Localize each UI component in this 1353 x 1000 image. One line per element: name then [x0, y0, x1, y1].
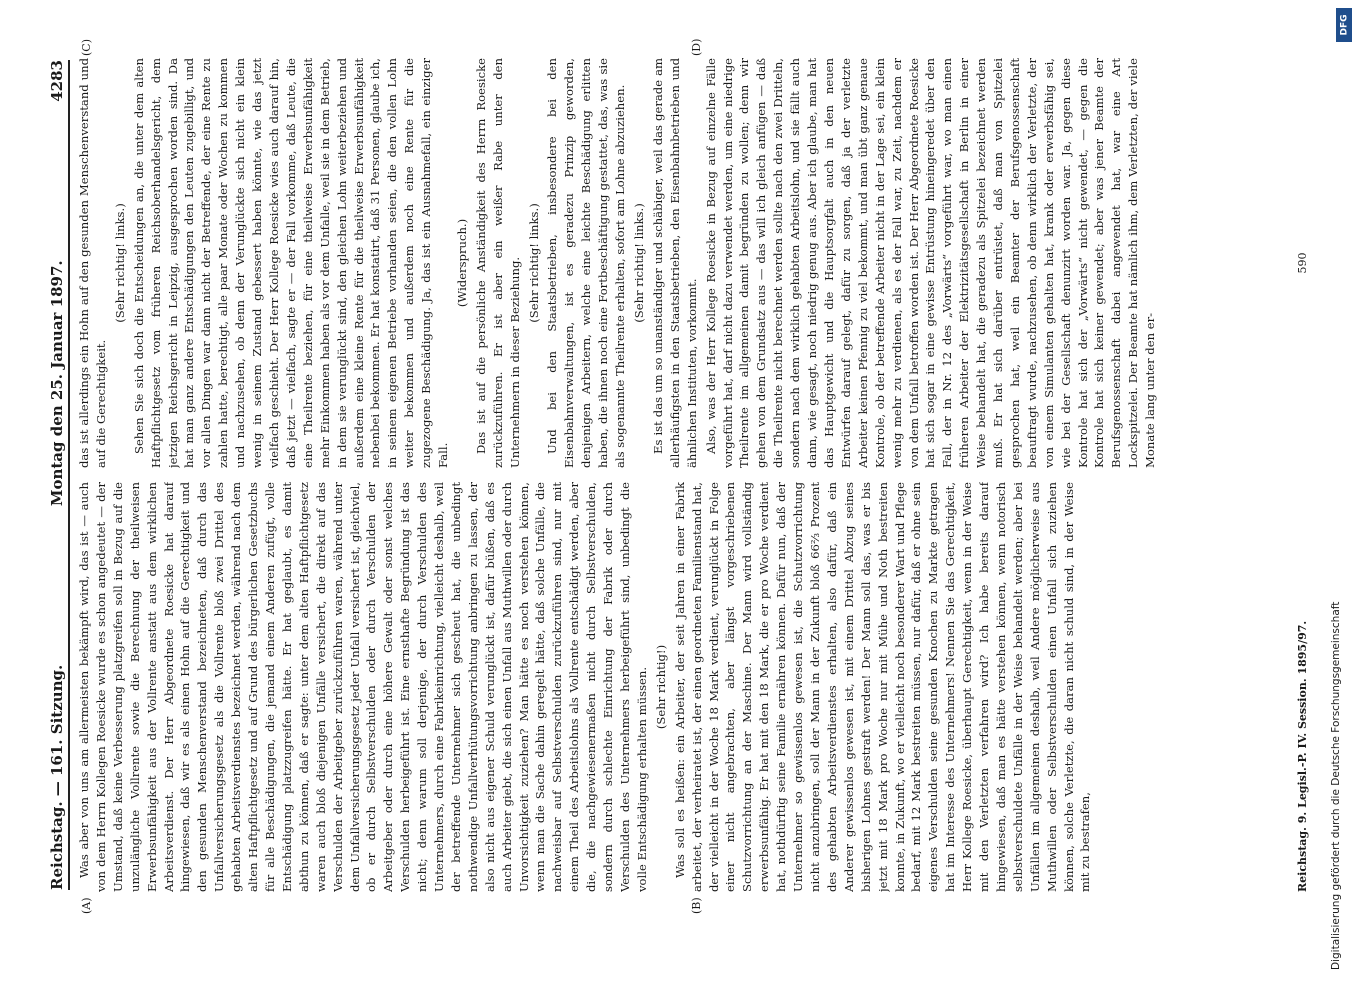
paragraph: Was aber von uns am allermeisten bekämpft wird, das ist — auch von dem Herrn Kollegen Roesicke wurde es schon angedeutet — der Umstand, daß keine Verbesserung platzgreifen soll in Bezug auf die unzulängliche Vollrente sowie die Berechnung der theilweisen Erwerbsunfähigkeit aus der Vollrente anstatt aus dem wirklichen Arbeitsverdienst. Der Herr Abgeordnete Roesicke hat darauf hingewiesen, daß wir es als einen Hohn auf die Gerechtigkeit und den gesunden Menschenverstand bezeichneten, daß durch das Unfallversicherungsgesetz als die Vollrente bloß zwei Drittel des gehabten Arbeitsverdienstes bezeichnet werden, während nach dem alten Haftpflichtgesetz und auf Grund des bürgerlichen Gesetzbuchs für alle Beschädigungen, die jemand einem Anderen zufügt, volle Entschädigung platzzugreifen hätte. Er hat geglaubt, es damit abthun zu können, daß er sagte: unter dem alten Haftpflichtgesetz waren auch bloß diejenigen Unfälle versichert, die direkt auf das Verschulden der Arbeitgeber zurückzuführen waren, während unter dem Unfallversicherungsgesetz jeder Unfall versichert ist, gleichviel, ob er durch Selbstverschulden oder durch Verschulden der Arbeitgeber oder durch eine höhere Gewalt oder sonst welches Verschulden herbeigeführt ist. Eine ernsthafte Begründung ist das nicht; denn warum soll derjenige, der durch Verschulden des Unternehmers, durch eine Fabrikeinrichtung, vielleicht deshalb, weil der betreffende Unternehmer sich gescheut hat, die unbedingt nothwendige Unfallverhütungsvorrichtung anbringen zu lassen, der also nicht aus eigener Schuld verunglückt ist, dafür büßen, daß es auch Arbeiter giebt, die sich einen Unfall aus Muthwillen oder durch Unvorsichtigkeit zuziehen? Man hätte es noch verstehen können, wenn man die Sache dahin geregelt hätte, daß solche Unfälle, die nachweisbar auf Selbstverschulden zurückzuführen sind, nur mit einem Theil des Arbeitslohns als Vollrente entschädigt werden, aber die, die nachgewiesenermaßen nicht durch Selbstverschulden, sondern durch schlechte Einrichtung der Fabrik oder durch Verschulden des Unternehmers herbeigeführt sind, unbedingt die volle Entschädigung erhalten müssen. [77, 482, 649, 892]
paragraph: Sehen Sie sich doch die Entscheidungen an, die unter dem alten Haftpflichtgesetz vom früheren Reichsoberhandelsgericht, dem jetzigen Reichsgericht in Leipzig, ausgesprochen worden sind. Da hat man ganz andere Entschädigungen den Leuten zugebilligt, und vor allen Dingen war dann nicht der Betreffende, der eine Rente zu zahlen hatte, berechtigt, alle paar Monate oder Wochen zu kommen und nachzusehen, ob denn der Verunglückte sich nicht ein klein wenig in seinem Zustand gebessert haben könnte, wie das jetzt vielfach geschieht. Der Herr Kollege Roesicke wies auch darauf hin, daß jetzt — vielfach, sagte er — der Fall vorkomme, daß Leute, die eine Theilrente beziehen, für eine theilweise Erwerbsunfähigkeit mehr Einkommen haben als vor dem Unfalle, weil sie in dem Betrieb, in dem sie verunglückt sind, den gleichen Lohn weiterbeziehen und außerdem eine kleine Rente für die theilweise Erwerbsunfähigkeit nebenbei bekommen. Er hat konstatirt, daß 31 Personen, glaube ich, in seinem eigenen Betriebe vorhanden seien, die den vollen Lohn weiter bekommen und außerdem noch eine Rente für die zugezogene Beschädigung. Ja, das ist ein Ausnahmefall, ein einziger Fall. [131, 58, 451, 468]
header-page-number: 4283 [48, 60, 66, 102]
page-footer: Reichstag. 9. Legisl.-P. IV. Session. 1895/97. [1296, 620, 1309, 892]
footer-page-number: 590 [1296, 252, 1309, 274]
paragraph: Und bei den Staatsbetrieben, insbesondere bei den Eisenbahnverwaltungen, ist es geradezu Prinzip geworden, denjenigen Arbeitern, welche eine leichte Beschädigung erlitten haben, die ihnen noch eine Fortbeschäftigung gestattet, das, was sie als sogenannte Theilrente erhalten, sofort am Lohne abzuziehen. [545, 58, 628, 468]
interjection: (Sehr richtig!) [653, 644, 668, 730]
marker-b: (B) [690, 897, 703, 914]
paragraph: das ist allerdings ein Hohn auf den gesunden Menschenverstand und auf die Gerechtigkeit. [77, 58, 108, 468]
right-column [76, 58, 1291, 468]
page-header [44, 60, 66, 890]
marker-d: (D) [690, 38, 703, 56]
interjection: (Sehr richtig! links.) [526, 203, 541, 323]
header-session: Reichstag. — 161. Sitzung. [48, 664, 66, 890]
digitization-note: Digitalisierung gefördert durch die Deutsche Forschungsgemeinschaft [1330, 601, 1342, 970]
dfg-logo: DFG [1336, 8, 1352, 42]
paragraph: Was soll es heißen: ein Arbeiter, der seit Jahren in einer Fabrik arbeitet, der verheiratet ist, der einen geordneten Familienstand hat, der vielleicht in der Woche 18 Mark verdient, verunglückt in Folge einer nicht angebrachten, aber längst vorgeschriebenen Schutzvorrichtung an der Maschine. Der Mann wird vollständig erwerbsunfähig. Er hat mit den 18 Mark, die er pro Woche verdient hat, nothdürftig seine Familie ernähren können. Dafür nun, daß der Unternehmer so gewissenlos gewesen ist, die Schutzvorrichtung nicht anzubringen, soll der Mann in der Zukunft bloß 66⅔ Prozent des gehabten Arbeitsverdienstes erhalten, also dafür, daß ein Anderer gewissenlos gewesen ist, mit einem Drittel Abzug seines bisherigen Lohnes gestraft werden! Der Mann soll das, was er bis jetzt mit 18 Mark pro Woche nur mit Mühe und Noth bestreiten konnte, in Zukunft, wo er vielleicht noch besonderer Wart und Pflege bedarf, mit 12 Mark bestreiten müssen, nur dafür, daß er ohne sein eigenes Verschulden seine gesunden Knochen zu Markte getragen hat im Interesse des Unternehmers! Nennen Sie das Gerechtigkeit, Herr Kollege Roesicke, überhaupt Gerechtigkeit, wenn in der Weise mit den Verletzten verfahren wird? Ich habe bereits darauf hingewiesen, daß man es hätte verstehen können, wenn notorisch selbstverschuldete Unfälle in der Weise behandelt werden; aber bei Unfällen im allgemeinen deshalb, weil Andere möglicherweise aus Muthwillen oder Selbstverschulden einen Unfall sich zuziehen können, solche Verletzte, die daran nicht schuld sind, in der Weise mit zu bestrafen, [672, 482, 1093, 892]
marker-c: (C) [80, 39, 93, 56]
paragraph: Es ist das um so unanständiger und schäbiger, weil das gerade am allerhäufigsten in den Staatsbetrieben, den Eisenbahnbetrieben und ähnlichen Instituten, vorkommt. [650, 58, 699, 468]
interjection: (Sehr richtig! links.) [632, 203, 646, 323]
paragraph: Das ist auf die persönliche Anständigkeit des Herrn Roesicke zurückzuführen. Er ist aber ein weißer Rabe unter den Unternehmern in dieser Beziehung. [473, 58, 522, 468]
marker-a: (A) [80, 897, 93, 914]
header-rule [68, 60, 70, 890]
interjection: (Sehr richtig! links.) [112, 203, 127, 323]
interjection: (Widerspruch.) [454, 218, 469, 308]
left-column [76, 482, 1291, 892]
paragraph: Also, was der Herr Kollege Roesicke in Bezug auf einzelne Fälle vorgeführt hat, darf nicht dazu verwendet werden, um eine niedrige Theilrente im allgemeinen damit begründen zu wollen; denn wir gehen von dem Grundsatz aus — das will ich gleich anfügen — daß die Theilrente nicht berechnet werden sollte nach den zwei Dritteln, sondern nach dem wirklich gehabten Arbeitslohn, und sie fällt auch dann, wie gesagt, noch niedrig genug aus. Aber ich glaube, man hat das Hauptgewicht und die Hauptsorgfalt auch in den neuen Entwürfen darauf gelegt, dafür zu sorgen, daß ja der verletzte Arbeiter keinen Pfennig zu viel bekommt, und man übt ganz genaue Kontrole, ob der betreffende Arbeiter nicht in der Lage sei, ein klein wenig mehr zu verdienen, als es der Fall war, zu Zeit, nachdem er von dem Unfall betroffen worden ist. Der Herr Abgeordnete Roesicke hat sich sogar in eine gewisse Entrüstung hineingeredet über den Fall, der in Nr. 12 des „Vorwärts“ vorgeführt war, wo man einen früheren Arbeiter der Elektrizitätsgesellschaft in Berlin in einer Weise behandelt hat, die geradezu als Spitzelei bezeichnet werden muß. Er hat sich darüber entrüstet, daß man von Spitzelei gesprochen hat, weil ein Beamter der Berufsgenossenschaft beauftragt wurde, nachzusehen, ob denn wirklich der Verletzte, der von einem Simulanten gehalten hat, krank oder erwerbsfähig sei, wie bei der Gesellschaft denunzirt worden war. Ja, gegen diese Kontrole hat sich der „Vorwärts“ nicht gewendet, — gegen die Kontrole hat sich keiner gewendet; aber was jener Beamte der Berufsgenossenschaft dabei angewendet hat, war eine Art Lockspitzelei. Der Beamte hat nämlich ihm, dem Verletzten, der viele Monate lang unter den er- [703, 58, 1158, 468]
header-date: Montag den 25. Januar 1897. [48, 260, 66, 507]
